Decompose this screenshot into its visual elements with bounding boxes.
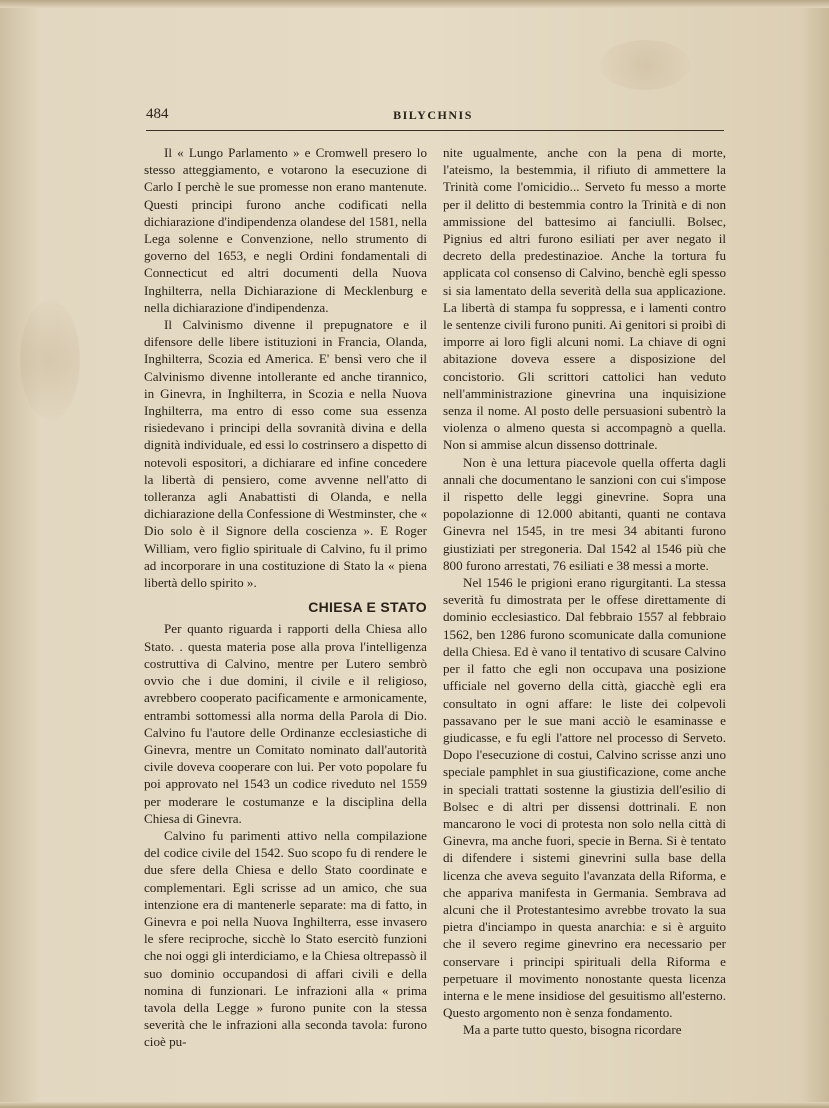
paragraph: Per quanto riguarda i rapporti della Chiesa allo Stato. . questa materia pose alla prova l'intelligenza costruttiva di Calvino, mentre per Lutero sembrò ovvio che i due domini, il civile e il religioso, avrebbero cooperato pacificamente e armonicamente, entrambi sottomessi alla norma della Parola di Dio. Calvino fu l'autore delle Ordinanze ecclesiastiche di Ginevra, mentre un Comitato nominato dall'autorità civile doveva cooperare con lui. Per voto popolare fu poi approvato nel 1543 un codice riveduto nel 1559 per moderare le costumanze e la disciplina della Chiesa di Ginevra. [144, 621, 427, 826]
paragraph: Il « Lungo Parlamento » e Cromwell presero lo stesso atteggiamento, e votarono la esecuzione di Carlo I perchè le sue promesse non erano mantenute. Questi principi furono anche codificati nella dichiarazione d'indipendenza olandese del 1581, nella Lega solenne e Convenzione, nello strumento di governo del 1653, e negli Ordini fondamentali di Connecticut ed altri documenti della Nuova Inghilterra, nella Dichiarazione di Mecklenburg e nella dichiarazione d'indipendenza. [144, 145, 427, 315]
paragraph: nite ugualmente, anche con la pena di morte, l'ateismo, la bestemmia, il rifiuto di ammettere la Trinità come l'omicidio... Serveto fu messo a morte per il delitto di bestemmia contro la Trinità e di non ammissione del battesimo ai fanciulli. Bolsec, Pignius ed altri furono esiliati per aver negato il decreto della predestinazioe. Anche la tortura fu applicata col consenso di Calvino, benchè egli spesso si sia lamentato della severità della sua applicazione. La libertà di stampa fu soppressa, e i lamenti contro le sentenze civili furono puniti. Ai genitori si proibì di imporre ai loro figli alcuni nomi. La chiave di ogni abitazione doveva essere a disposizione del concistorio. Gli scrittori cattolici han veduto nell'amministrazione ginevrina una inquisizione senza il nome. Al posto delle persuasioni subentrò la violenza o almeno questa si accompagnò a quella. Non si ammise alcun dissenso dottrinale. [443, 145, 726, 453]
left-column [144, 144, 427, 1051]
paper-stain [600, 40, 690, 90]
paragraph: Nel 1546 le prigioni erano rigurgitanti. La stessa severità fu dimostrata per le offese direttamente di dominio ecclesiastico. Dal febbraio 1557 al febbraio 1562, ben 1286 furono scomunicate dalla comunione della Chiesa. Ed è vano il tentativo di scusare Calvino per il fatto che egli non occupava una posizione ufficiale nel governo della città, giacchè egli era consultato in ogni affare: le liste dei colpevoli passavano per le sue mani acciò le esaminasse e giudicasse, e fu egli l'attore nel processo di Serveto. Dopo l'esecuzione di costui, Calvino scrisse anzi uno speciale pamphlet in sua giustificazione, come anche in speciali trattati sostenne la giustizia dell'esilio di Bolsec e di altri per dissensi dottrinali. E non mancarono le voci di protesta non solo nella città di Ginevra, ma anche fuori, specie in Berna. Si è tentato di difendere i sistemi ginevrini sulla base della licenza che aveva seguito l'avanzata della Riforma, e che appariva manifesta in Germania. Sembrava ad alcuni che il Protestantesimo avrebbe trovato la sua pietra d'inciampo in questa anarchia: e si è arguito che il severo regime ginevrino era necessario per conservare i principi spirituali della Riforma e perpetuare il movimento nonostante questa licenza interna e le mene insidiose del gesuitismo all'esterno. Questo argomento non è senza fondamento. [443, 575, 726, 1021]
paragraph: Calvino fu parimenti attivo nella compilazione del codice civile del 1542. Suo scopo fu di rendere le due sfere della Chiesa e dello Stato coordinate e complementari. Egli scrisse ad un amico, che sua intenzione era di mantenerle separate: ma di fatto, in Ginevra e poi nella Nuova Inghilterra, esse invasero le sfere reciproche, sicchè lo Stato esercitò funzioni che noi oggi gli interdiciamo, e la Chiesa oltrepassò il suo dominio occupandosi di affari civili e della nomina di funzionari. Le infrazioni alla « prima tavola della Legge » furono punite con la stessa severità che le infrazioni alla seconda tavola: furono cioè pu- [144, 827, 427, 1050]
section-title: CHIESA E STATO [308, 599, 427, 616]
right-column [443, 144, 726, 1039]
page-header [146, 106, 720, 126]
paper-stain [20, 300, 80, 420]
paragraph: Non è una lettura piacevole quella offerta dagli annali che documentano le sanzioni con cui s'impose il rispetto delle leggi ginevrine. Sopra una popolazionne di 12.000 abitanti, quanti ne contava Ginevra nel 1545, in tre mesi 34 abitanti furono giustiziati per stregoneria. Dal 1542 al 1546 più che 800 furono arrestati, 76 esiliati e 38 messi a morte. [443, 454, 726, 573]
paragraph: Ma a parte tutto questo, bisogna ricordare [463, 1022, 682, 1038]
page-top-edge [0, 0, 829, 8]
page-number: 484 [146, 106, 169, 122]
running-head: BILYCHNIS [393, 108, 473, 122]
header-rule [146, 130, 724, 131]
paragraph: Il Calvinismo divenne il prepugnatore e il difensore delle libere istituzioni in Francia, Olanda, Inghilterra, Scozia ed America. E' bensì vero che il Calvinismo divenne intollerante ed anche tirannico, in Ginevra, in Inghilterra, in Scozia e nella Nuova Inghilterra, ma entro di esso come sua essenza risiedevano i principi della sovranità divina e della dignità individuale, ed essi lo costrinsero a dispetto di notevoli espositori, a dichiarare ed infine concedere la libertà di pensiero, come avvenne nell'atto di tolleranza agli Anabattisti di Olanda, e nella dichiarazione della Confessione di Westminster, che « Dio solo è il Signore della coscienza ». E Roger William, vero figlio spirituale di Calvino, fu il primo ad incorporare in una costituzione di Stato la « piena libertà dello spirito ». [144, 317, 427, 591]
page-bottom-edge [0, 1102, 829, 1108]
